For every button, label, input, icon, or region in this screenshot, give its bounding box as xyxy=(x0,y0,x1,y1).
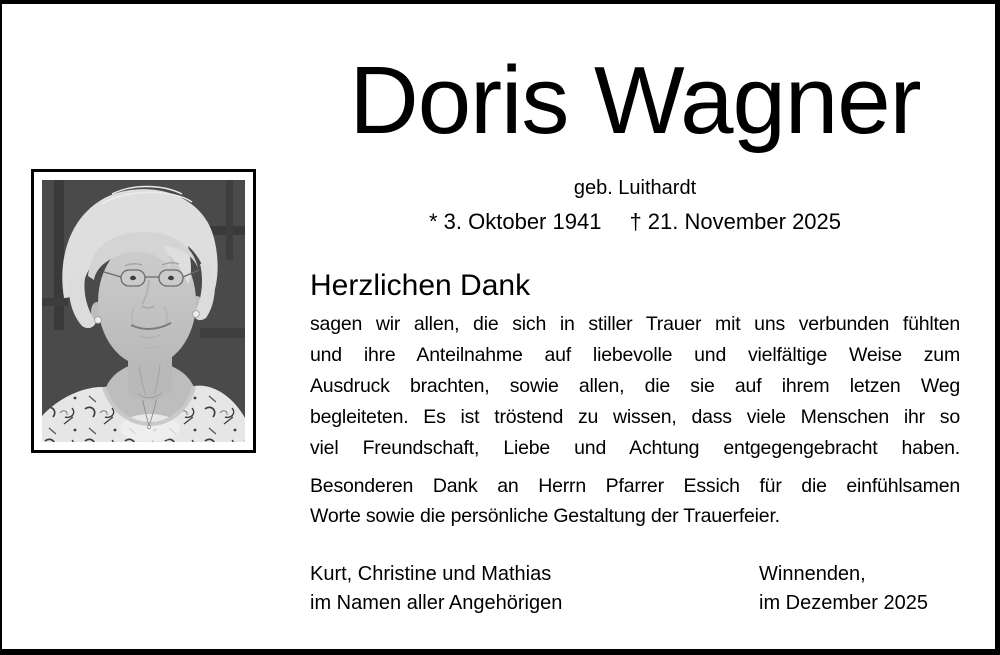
thanks-paragraph xyxy=(310,309,960,464)
deceased-name: Doris Wagner xyxy=(349,47,921,154)
paragraph-line: viel Freundschaft, Liebe und Achtung entgegengebracht haben. xyxy=(310,437,960,459)
family-signature xyxy=(310,560,562,618)
paragraph-line: Ausdruck brachten, sowie allen, die sie auf ihrem letzen Weg xyxy=(310,375,960,397)
signature-line: Kurt, Christine und Mathias xyxy=(310,563,552,585)
death-date: † 21. November 2025 xyxy=(629,209,842,234)
paragraph-line: Besonderen Dank an Herrn Pfarrer Essich für die einfühlsamen xyxy=(310,475,960,497)
special-thanks-paragraph xyxy=(310,471,960,531)
birth-date: * 3. Oktober 1941 xyxy=(428,209,602,234)
maiden-name: geb. Luithardt xyxy=(573,177,697,199)
thanks-heading: Herzlichen Dank xyxy=(310,269,531,302)
paragraph-line: und ihre Anteilnahme auf liebevolle und vielfältige Weise zum xyxy=(310,344,960,366)
portrait-photo xyxy=(42,180,245,442)
paragraph-line: begleiteten. Es ist tröstend zu wissen, dass viele Menschen ihr so xyxy=(310,406,960,428)
place-line: Winnenden, xyxy=(759,563,866,585)
place-and-date xyxy=(759,560,928,618)
place-line: im Dezember 2025 xyxy=(759,592,928,614)
signature-line: im Namen aller Angehörigen xyxy=(310,592,563,614)
paragraph-line: sagen wir allen, die sich in stiller Trauer mit uns verbunden fühlten xyxy=(310,313,960,335)
portrait-photo-frame xyxy=(31,169,256,453)
paragraph-line: Worte sowie die persönliche Gestaltung der Trauerfeier. xyxy=(310,505,780,527)
life-dates xyxy=(310,208,960,235)
